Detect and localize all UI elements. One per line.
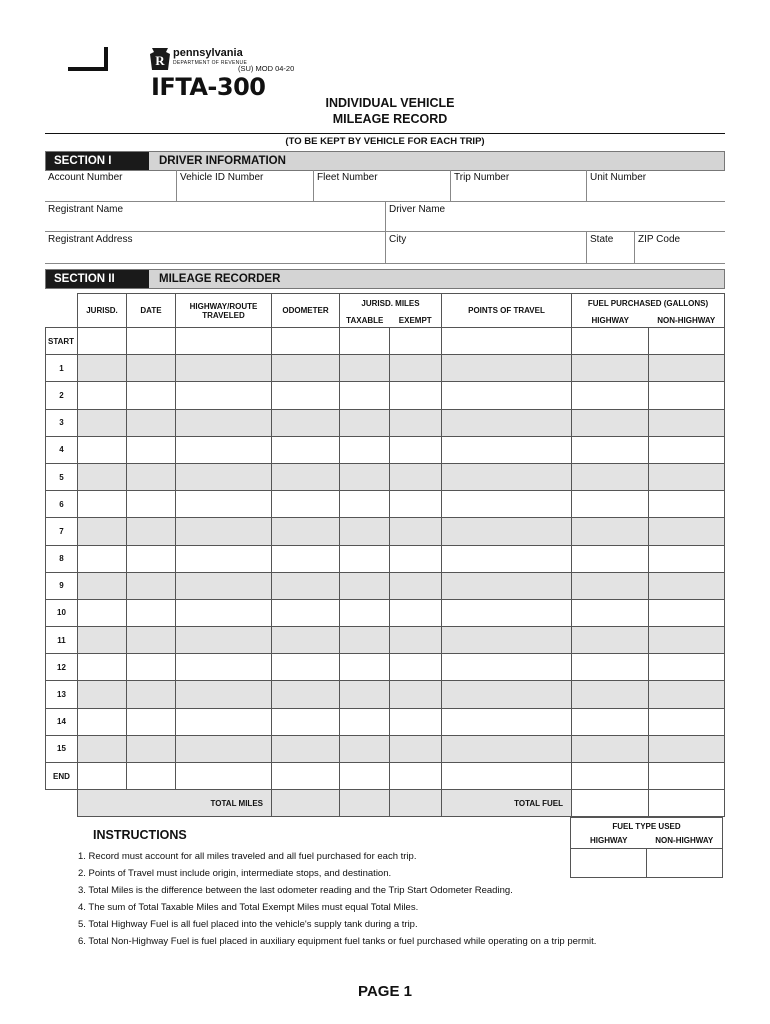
table-row: [46, 463, 725, 490]
fleet-number-field[interactable]: [313, 170, 450, 202]
trip-number-field[interactable]: [450, 170, 586, 202]
table-row: [46, 708, 725, 735]
non-highway-fuel-cell[interactable]: [649, 463, 725, 490]
exempt-cell[interactable]: [390, 328, 442, 355]
jurisd-cell[interactable]: [78, 382, 127, 409]
col-points-of-travel: POINTS OF TRAVEL: [442, 294, 572, 328]
row-label: 7: [46, 518, 78, 545]
taxable-cell[interactable]: [340, 409, 390, 436]
row-label: START: [46, 328, 78, 355]
highway-fuel-cell[interactable]: [572, 627, 649, 654]
points-of-travel-cell[interactable]: [442, 545, 572, 572]
jurisd-cell[interactable]: [78, 681, 127, 708]
trip-number-label: Trip Number: [454, 172, 510, 183]
exempt-cell[interactable]: [390, 708, 442, 735]
row-label: 14: [46, 708, 78, 735]
table-row: [46, 599, 725, 626]
row-label: 5: [46, 463, 78, 490]
highway-fuel-cell[interactable]: [572, 763, 649, 790]
row-label: 1: [46, 355, 78, 382]
highway-fuel-cell[interactable]: [572, 735, 649, 762]
fuel-type-highway-label: HIGHWAY: [590, 836, 628, 845]
col-jurisd-miles: JURISD. MILES: [340, 294, 442, 314]
date-cell[interactable]: [127, 681, 176, 708]
non-highway-fuel-cell[interactable]: [649, 491, 725, 518]
non-highway-fuel-cell[interactable]: [649, 735, 725, 762]
table-row: [46, 491, 725, 518]
highway-fuel-cell[interactable]: [572, 681, 649, 708]
non-highway-fuel-cell[interactable]: [649, 654, 725, 681]
points-of-travel-cell[interactable]: [442, 382, 572, 409]
col-exempt: EXEMPT: [390, 314, 442, 328]
points-of-travel-cell[interactable]: [442, 599, 572, 626]
col-taxable: TAXABLE: [340, 314, 390, 328]
row-label: 10: [46, 599, 78, 626]
odometer-cell[interactable]: [272, 572, 340, 599]
zip-field[interactable]: [634, 232, 725, 264]
form-title-line2: MILEAGE RECORD: [332, 112, 448, 126]
highway-route-cell[interactable]: [176, 627, 272, 654]
non-highway-fuel-cell[interactable]: [649, 763, 725, 790]
date-cell[interactable]: [127, 572, 176, 599]
col-fuel-purchased: FUEL PURCHASED (GALLONS): [572, 294, 725, 314]
agency-name: pennsylvania: [173, 47, 243, 59]
total-odometer-cell: [272, 790, 340, 817]
odometer-cell[interactable]: [272, 436, 340, 463]
odometer-cell[interactable]: [272, 355, 340, 382]
zip-label: ZIP Code: [638, 234, 681, 245]
exempt-cell[interactable]: [390, 436, 442, 463]
total-exempt-cell[interactable]: [390, 790, 442, 817]
odometer-cell[interactable]: [272, 545, 340, 572]
taxable-cell[interactable]: [340, 681, 390, 708]
highway-fuel-cell[interactable]: [572, 436, 649, 463]
jurisd-cell[interactable]: [78, 708, 127, 735]
keystone-logo-icon: [150, 48, 170, 70]
section-2-title: MILEAGE RECORDER: [159, 273, 281, 285]
form-title-line1: INDIVIDUAL VEHICLE: [325, 96, 455, 110]
col-highway: HIGHWAY: [572, 314, 649, 328]
odometer-cell[interactable]: [272, 409, 340, 436]
unit-number-label: Unit Number: [590, 172, 647, 183]
points-of-travel-cell[interactable]: [442, 654, 572, 681]
taxable-cell[interactable]: [340, 518, 390, 545]
date-cell[interactable]: [127, 382, 176, 409]
highway-fuel-cell[interactable]: [572, 518, 649, 545]
registrant-name-field[interactable]: [45, 202, 385, 232]
odometer-cell[interactable]: [272, 491, 340, 518]
taxable-cell[interactable]: [340, 355, 390, 382]
non-highway-fuel-cell[interactable]: [649, 627, 725, 654]
date-cell[interactable]: [127, 409, 176, 436]
highway-fuel-cell[interactable]: [572, 708, 649, 735]
table-row: [46, 681, 725, 708]
row-label: 13: [46, 681, 78, 708]
row-label: 15: [46, 735, 78, 762]
instruction-item: 6. Total Non-Highway Fuel is fuel placed in auxiliary equipment fuel tanks or fuel purchased while operating on a trip permit.: [78, 936, 597, 947]
odometer-cell[interactable]: [272, 463, 340, 490]
jurisd-cell[interactable]: [78, 763, 127, 790]
non-highway-fuel-cell[interactable]: [649, 328, 725, 355]
jurisd-cell[interactable]: [78, 627, 127, 654]
exempt-cell[interactable]: [390, 409, 442, 436]
points-of-travel-cell[interactable]: [442, 518, 572, 545]
instruction-item: 5. Total Highway Fuel is all fuel placed into the vehicle's supply tank during a trip.: [78, 919, 418, 930]
taxable-cell[interactable]: [340, 328, 390, 355]
table-row: [46, 572, 725, 599]
highway-fuel-cell[interactable]: [572, 355, 649, 382]
exempt-cell[interactable]: [390, 572, 442, 599]
row-label: 9: [46, 572, 78, 599]
points-of-travel-cell[interactable]: [442, 491, 572, 518]
non-highway-fuel-cell[interactable]: [649, 681, 725, 708]
instructions-heading: INSTRUCTIONS: [93, 828, 187, 842]
exempt-cell[interactable]: [390, 382, 442, 409]
col-odometer: ODOMETER: [272, 294, 340, 328]
col-highway-route: HIGHWAY/ROUTE TRAVELED: [176, 294, 272, 328]
non-highway-fuel-cell[interactable]: [649, 382, 725, 409]
section-1-title: DRIVER INFORMATION: [159, 155, 286, 167]
odometer-cell[interactable]: [272, 382, 340, 409]
instruction-item: 3. Total Miles is the difference between the last odometer reading and the Trip Start Odometer Reading.: [78, 885, 513, 896]
highway-route-cell[interactable]: [176, 355, 272, 382]
row-label: 3: [46, 409, 78, 436]
exempt-cell[interactable]: [390, 763, 442, 790]
highway-fuel-cell[interactable]: [572, 545, 649, 572]
account-number-label: Account Number: [48, 172, 123, 183]
date-cell[interactable]: [127, 463, 176, 490]
jurisd-cell[interactable]: [78, 572, 127, 599]
highway-route-cell[interactable]: [176, 382, 272, 409]
date-cell[interactable]: [127, 491, 176, 518]
fuel-type-non-highway-input[interactable]: [647, 848, 722, 877]
taxable-cell[interactable]: [340, 463, 390, 490]
non-highway-fuel-cell[interactable]: [649, 572, 725, 599]
driver-name-field[interactable]: [385, 202, 725, 232]
odometer-cell[interactable]: [272, 599, 340, 626]
row-label: 8: [46, 545, 78, 572]
vehicle-id-field[interactable]: [176, 170, 313, 202]
instruction-item: 2. Points of Travel must include origin, intermediate stops, and destination.: [78, 868, 392, 879]
exempt-cell[interactable]: [390, 491, 442, 518]
total-fuel-label: TOTAL FUEL: [442, 790, 572, 817]
section-1-number: SECTION I: [46, 152, 149, 170]
jurisd-cell[interactable]: [78, 491, 127, 518]
table-row: [46, 735, 725, 762]
date-cell[interactable]: [127, 708, 176, 735]
total-highway-fuel-cell[interactable]: [572, 790, 649, 817]
odometer-cell[interactable]: [272, 708, 340, 735]
highway-route-cell[interactable]: [176, 599, 272, 626]
points-of-travel-cell[interactable]: [442, 708, 572, 735]
total-miles-label: TOTAL MILES: [78, 790, 272, 817]
highway-route-cell[interactable]: [176, 708, 272, 735]
points-of-travel-cell[interactable]: [442, 436, 572, 463]
registrant-address-field[interactable]: [45, 232, 385, 264]
form-revision: (SU) MOD 04-20: [238, 64, 295, 73]
divider: [45, 133, 725, 134]
odometer-cell[interactable]: [272, 328, 340, 355]
taxable-cell[interactable]: [340, 545, 390, 572]
row-label: 11: [46, 627, 78, 654]
highway-route-cell[interactable]: [176, 654, 272, 681]
highway-fuel-cell[interactable]: [572, 654, 649, 681]
points-of-travel-cell[interactable]: [442, 763, 572, 790]
date-cell[interactable]: [127, 518, 176, 545]
taxable-cell[interactable]: [340, 382, 390, 409]
table-row: [46, 627, 725, 654]
odometer-cell[interactable]: [272, 681, 340, 708]
section-1-header: [45, 151, 725, 171]
non-highway-fuel-cell[interactable]: [649, 355, 725, 382]
points-of-travel-cell[interactable]: [442, 355, 572, 382]
table-row: [46, 545, 725, 572]
table-row: [46, 436, 725, 463]
exempt-cell[interactable]: [390, 681, 442, 708]
date-cell[interactable]: [127, 627, 176, 654]
non-highway-fuel-cell[interactable]: [649, 599, 725, 626]
highway-fuel-cell[interactable]: [572, 382, 649, 409]
col-date: DATE: [127, 294, 176, 328]
points-of-travel-cell[interactable]: [442, 627, 572, 654]
highway-route-cell[interactable]: [176, 545, 272, 572]
exempt-cell[interactable]: [390, 627, 442, 654]
exempt-cell[interactable]: [390, 355, 442, 382]
taxable-cell[interactable]: [340, 763, 390, 790]
fleet-number-label: Fleet Number: [317, 172, 378, 183]
jurisd-cell[interactable]: [78, 735, 127, 762]
table-row: [46, 382, 725, 409]
city-label: City: [389, 234, 407, 245]
driver-name-label: Driver Name: [389, 204, 446, 215]
exempt-cell[interactable]: [390, 735, 442, 762]
highway-route-cell[interactable]: [176, 763, 272, 790]
highway-fuel-cell[interactable]: [572, 572, 649, 599]
row-label-header: [46, 294, 78, 328]
highway-fuel-cell[interactable]: [572, 328, 649, 355]
registrant-name-label: Registrant Name: [48, 204, 124, 215]
vehicle-id-label: Vehicle ID Number: [180, 172, 264, 183]
corner-mark: [68, 47, 108, 71]
taxable-cell[interactable]: [340, 436, 390, 463]
fuel-type-title: FUEL TYPE USED: [612, 822, 681, 831]
non-highway-fuel-cell[interactable]: [649, 545, 725, 572]
taxable-cell[interactable]: [340, 599, 390, 626]
highway-route-cell[interactable]: [176, 681, 272, 708]
odometer-cell[interactable]: [272, 763, 340, 790]
unit-number-field[interactable]: [586, 170, 725, 202]
exempt-cell[interactable]: [390, 654, 442, 681]
exempt-cell[interactable]: [390, 518, 442, 545]
highway-fuel-cell[interactable]: [572, 491, 649, 518]
jurisd-cell[interactable]: [78, 328, 127, 355]
date-cell[interactable]: [127, 763, 176, 790]
points-of-travel-cell[interactable]: [442, 409, 572, 436]
table-row: [46, 763, 725, 790]
date-cell[interactable]: [127, 436, 176, 463]
taxable-cell[interactable]: [340, 708, 390, 735]
highway-fuel-cell[interactable]: [572, 409, 649, 436]
highway-route-cell[interactable]: [176, 328, 272, 355]
fuel-type-highway-input[interactable]: [571, 848, 647, 877]
highway-route-cell[interactable]: [176, 491, 272, 518]
highway-route-cell[interactable]: [176, 518, 272, 545]
exempt-cell[interactable]: [390, 463, 442, 490]
points-of-travel-cell[interactable]: [442, 328, 572, 355]
highway-fuel-cell[interactable]: [572, 599, 649, 626]
total-taxable-cell[interactable]: [340, 790, 390, 817]
highway-route-cell[interactable]: [176, 436, 272, 463]
fuel-type-non-highway-label: NON-HIGHWAY: [655, 836, 714, 845]
highway-route-cell[interactable]: [176, 735, 272, 762]
account-number-field[interactable]: [45, 170, 176, 202]
date-cell[interactable]: [127, 355, 176, 382]
table-row: [46, 328, 725, 355]
row-label: END: [46, 763, 78, 790]
jurisd-cell[interactable]: [78, 409, 127, 436]
section-2-header: [45, 269, 725, 289]
jurisd-cell[interactable]: [78, 355, 127, 382]
non-highway-fuel-cell[interactable]: [649, 518, 725, 545]
jurisd-cell[interactable]: [78, 654, 127, 681]
jurisd-cell[interactable]: [78, 518, 127, 545]
non-highway-fuel-cell[interactable]: [649, 436, 725, 463]
row-label: 4: [46, 436, 78, 463]
date-cell[interactable]: [127, 654, 176, 681]
date-cell[interactable]: [127, 599, 176, 626]
non-highway-fuel-cell[interactable]: [649, 708, 725, 735]
form-id: IFTA-300: [151, 73, 266, 101]
state-field[interactable]: [586, 232, 634, 264]
highway-route-cell[interactable]: [176, 409, 272, 436]
exempt-cell[interactable]: [390, 599, 442, 626]
highway-route-cell[interactable]: [176, 572, 272, 599]
table-row: [46, 355, 725, 382]
mileage-table: [45, 293, 725, 817]
fuel-type-used-box: [570, 817, 723, 878]
odometer-cell[interactable]: [272, 518, 340, 545]
section-2-number: SECTION II: [46, 270, 149, 288]
total-row-spacer: [46, 790, 78, 817]
taxable-cell[interactable]: [340, 627, 390, 654]
date-cell[interactable]: [127, 328, 176, 355]
odometer-cell[interactable]: [272, 735, 340, 762]
table-row: [46, 409, 725, 436]
agency-department: DEPARTMENT OF REVENUE: [173, 60, 248, 66]
taxable-cell[interactable]: [340, 735, 390, 762]
total-non-highway-fuel-cell[interactable]: [649, 790, 725, 817]
svg-text:R: R: [155, 53, 165, 68]
non-highway-fuel-cell[interactable]: [649, 409, 725, 436]
city-field[interactable]: [385, 232, 586, 264]
points-of-travel-cell[interactable]: [442, 572, 572, 599]
row-label: 6: [46, 491, 78, 518]
page-number: PAGE 1: [358, 983, 412, 1000]
state-label: State: [590, 234, 614, 245]
taxable-cell[interactable]: [340, 491, 390, 518]
exempt-cell[interactable]: [390, 545, 442, 572]
points-of-travel-cell[interactable]: [442, 681, 572, 708]
keep-note: (TO BE KEPT BY VEHICLE FOR EACH TRIP): [285, 136, 485, 147]
col-non-highway: NON-HIGHWAY: [649, 314, 725, 328]
col-jurisd: JURISD.: [78, 294, 127, 328]
odometer-cell[interactable]: [272, 654, 340, 681]
instruction-item: 1. Record must account for all miles traveled and all fuel purchased for each trip.: [78, 851, 417, 862]
jurisd-cell[interactable]: [78, 545, 127, 572]
odometer-cell[interactable]: [272, 627, 340, 654]
table-row: [46, 518, 725, 545]
highway-route-cell[interactable]: [176, 463, 272, 490]
instruction-item: 4. The sum of Total Taxable Miles and Total Exempt Miles must equal Total Miles.: [78, 902, 419, 913]
highway-fuel-cell[interactable]: [572, 463, 649, 490]
registrant-address-label: Registrant Address: [48, 234, 133, 245]
points-of-travel-cell[interactable]: [442, 463, 572, 490]
points-of-travel-cell[interactable]: [442, 735, 572, 762]
row-label: 12: [46, 654, 78, 681]
row-label: 2: [46, 382, 78, 409]
jurisd-cell[interactable]: [78, 599, 127, 626]
jurisd-cell[interactable]: [78, 463, 127, 490]
taxable-cell[interactable]: [340, 572, 390, 599]
date-cell[interactable]: [127, 735, 176, 762]
table-row: [46, 654, 725, 681]
date-cell[interactable]: [127, 545, 176, 572]
jurisd-cell[interactable]: [78, 436, 127, 463]
taxable-cell[interactable]: [340, 654, 390, 681]
